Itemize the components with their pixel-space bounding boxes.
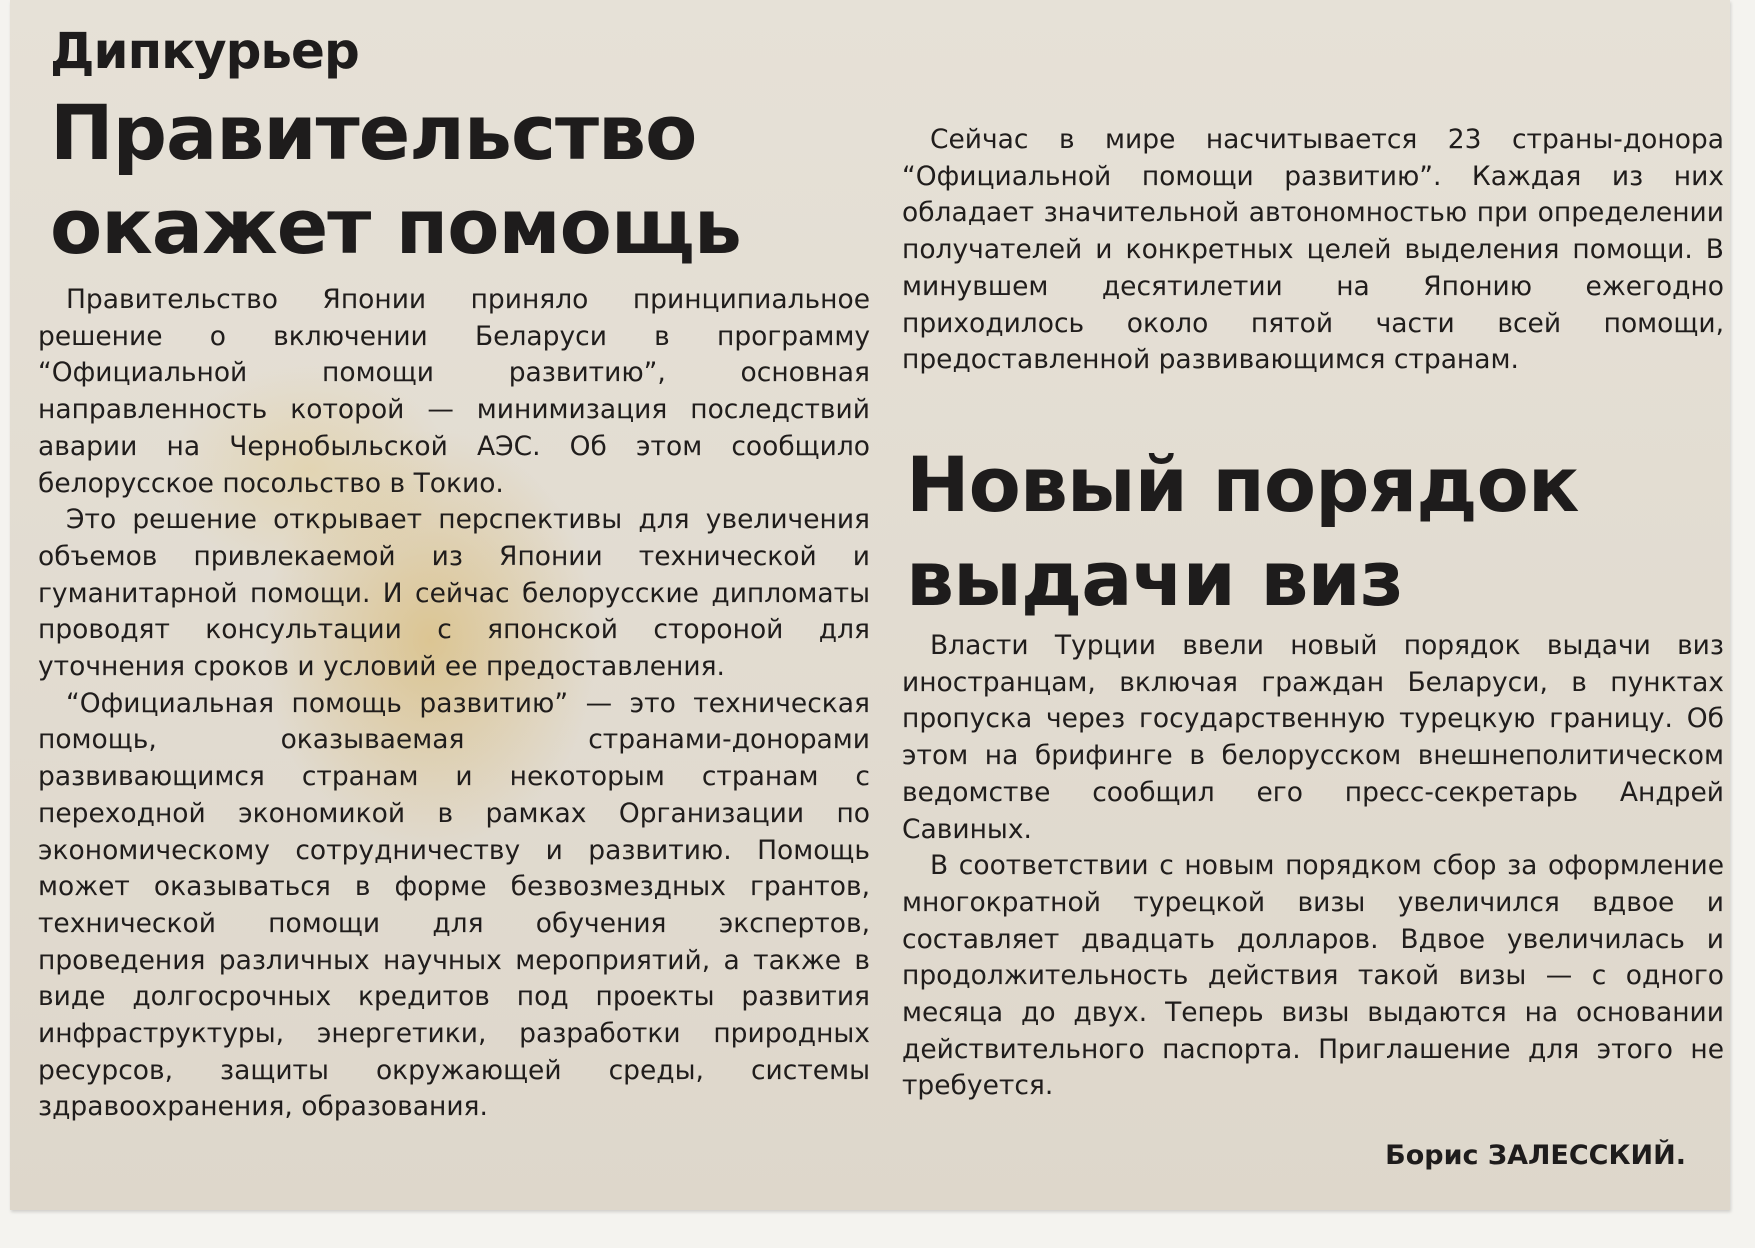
article1-body-right <box>902 122 1724 379</box>
article1-paragraph-1: Правительство Японии приняло принципиальное решение о включении Беларуси в программу “Официальной помощи развитию”, основная направленность которой — минимизация последствий аварии на Чернобыльской АЭС. Об этом сообщило белорусское посольство в Токио. <box>38 284 870 499</box>
article1-paragraph-4: Сейчас в мире насчитывается 23 страны-донора “Официальной помощи развитию”. Каждая из них обладает значительной автономностью при определении получателей и конкретных целей выделения помощи. В минувшем десятилетии на Японию ежегодно приходилось около пятой части всей помощи, предоставленной развивающимся странам. <box>902 124 1724 376</box>
article1-paragraph-2: Это решение открывает перспективы для увеличения объемов привлекаемой из Японии технической и гуманитарной помощи. И сейчас белорусские дипломаты проводят консультации с японской стороной для уточнения сроков и условий ее предоставления. <box>38 504 870 683</box>
article2-paragraph-2: В соответствии с новым порядком сбор за оформление многократной турецкой визы увеличился вдвое и составляет двадцать долларов. Вдвое увеличилась и продолжительность действия такой визы — с одного месяца до двух. Теперь визы выдаются на основании действительного паспорта. Приглашение для этого не требуется. <box>902 850 1724 1102</box>
article2-paragraph-1: Власти Турции ввели новый порядок выдачи виз иностранцам, включая граждан Беларуси, в пунктах пропуска через государственную турецкую границу. Об этом на брифинге в белорусском внешнеполитическом ведомстве сообщил его пресс-секретарь Андрей Савиных. <box>902 630 1724 845</box>
rubric-title: Дипкурьер <box>50 22 359 80</box>
article1-headline <box>50 86 741 274</box>
article2-headline <box>906 438 1578 626</box>
author-signature: Борис ЗАЛЕССКИЙ. <box>1385 1140 1686 1171</box>
article1-body-left <box>38 282 870 1126</box>
article2-body <box>902 628 1724 1105</box>
article1-headline-line2: окажет помощь <box>50 182 741 271</box>
article2-headline-line2: выдачи виз <box>906 534 1403 623</box>
article1-paragraph-3: “Официальная помощь развитию” — это техническая помощь, оказываемая странами-донорами развивающимся странам и некоторым странам с переходной экономикой в рамках Организации по экономическому сотрудничеству и развитию. Помощь может оказываться в форме безвозмездных грантов, технической помощи для обучения экспертов, проведения различных научных мероприятий, а также в виде долгосрочных кредитов под проекты развития инфраструктуры, энергетики, разработки природных ресурсов, защиты окружающей среды, системы здравоохранения, образования. <box>38 687 870 1123</box>
article1-headline-line1: Правительство <box>50 88 697 177</box>
article2-headline-line1: Новый порядок <box>906 440 1579 529</box>
newspaper-clipping <box>10 0 1730 1210</box>
